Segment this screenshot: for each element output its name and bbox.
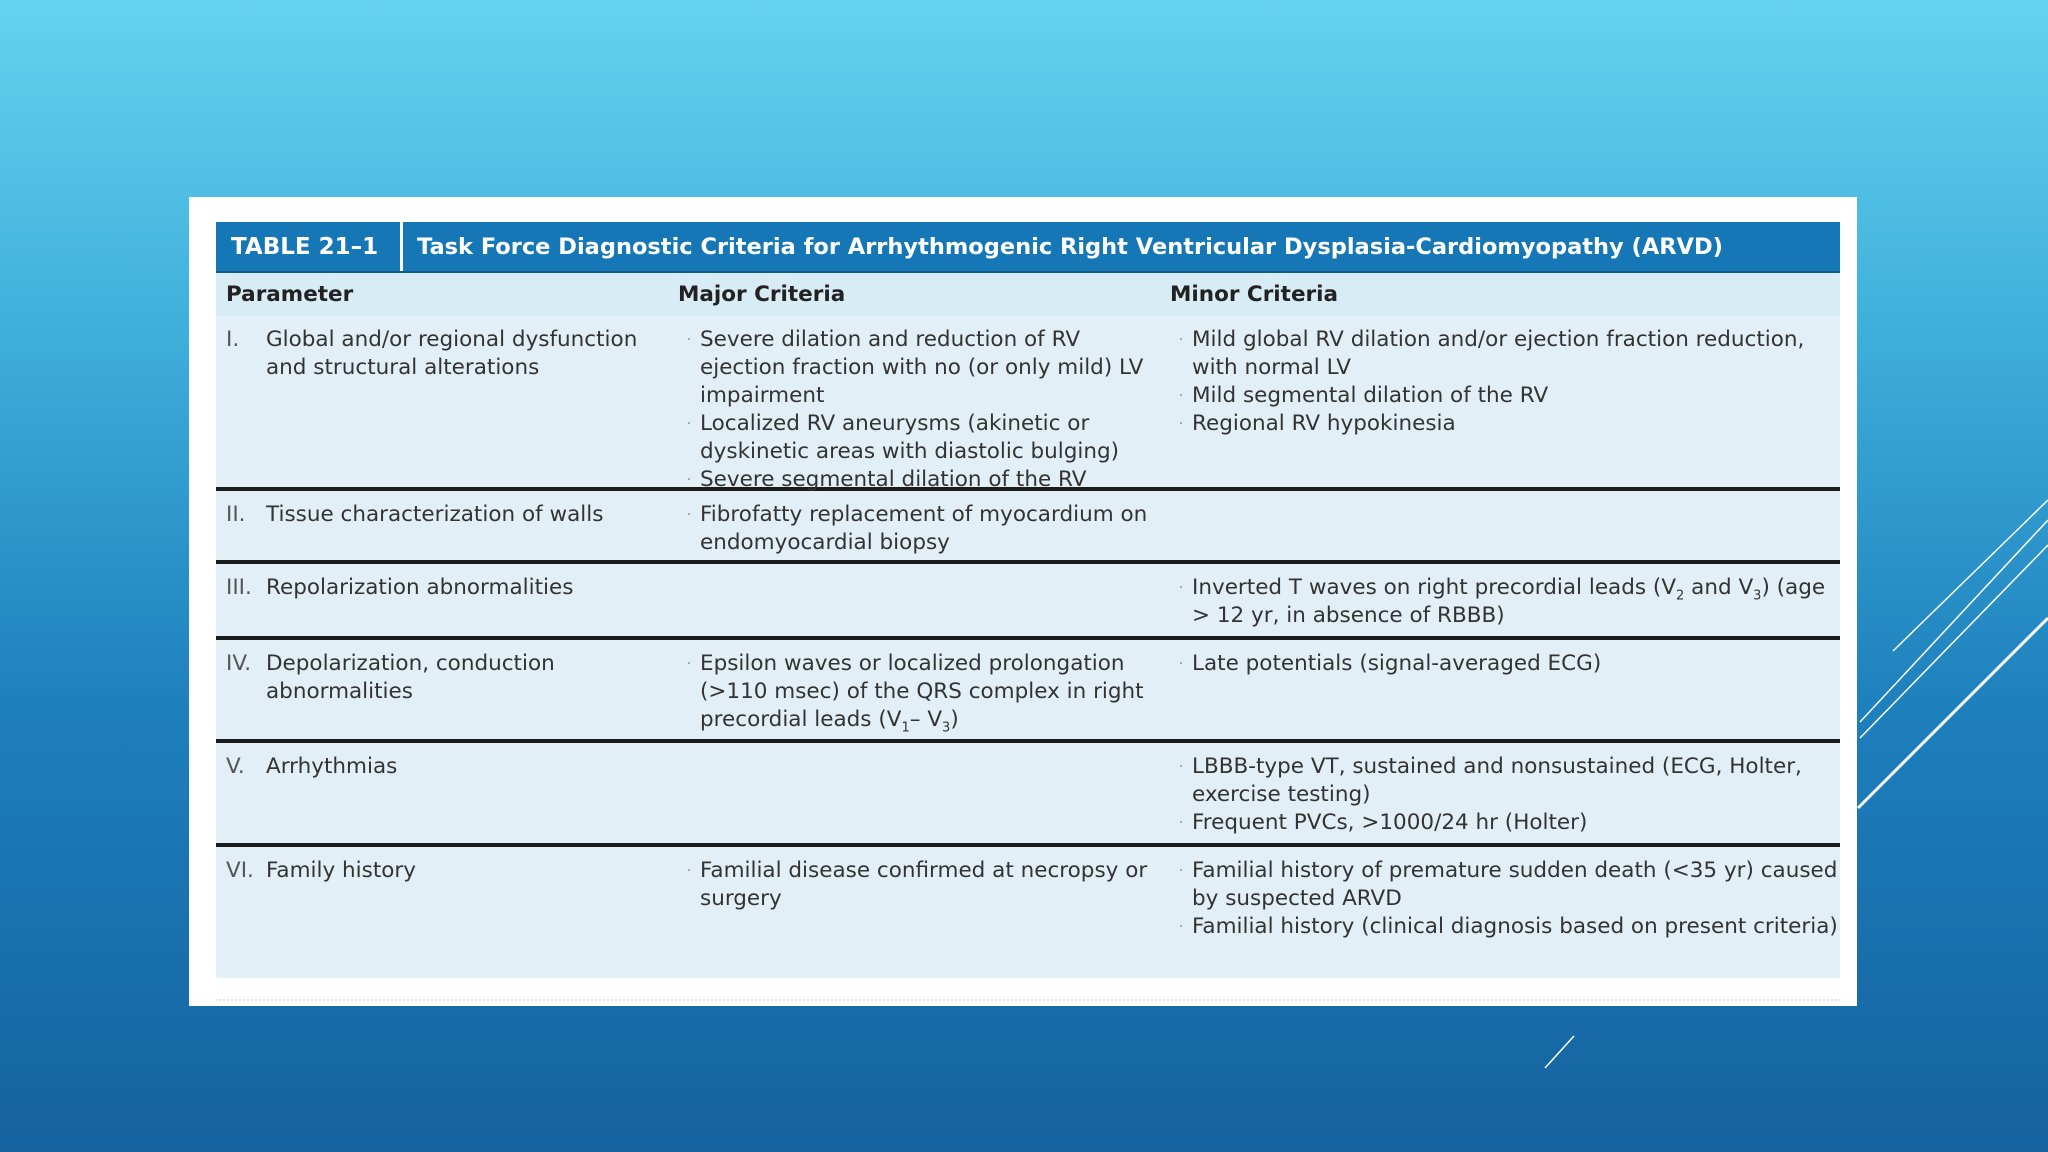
table-row xyxy=(216,487,1840,560)
header-parameter: Parameter xyxy=(226,282,354,307)
criteria-table xyxy=(216,222,1840,978)
bullet-icon: · xyxy=(686,507,692,523)
major-criterion-text: Localized RV aneurysms (akinetic or dyskinetic areas with diastolic bulging) xyxy=(700,411,1120,464)
bullet-icon: · xyxy=(1178,388,1184,404)
table-image-card xyxy=(189,197,1857,1006)
minor-criterion-item xyxy=(1170,382,1840,410)
minor-criterion-text: Inverted T waves on right precordial leads ($V_2$ and $V_3$) (age > 12 yr, in absence of RBBB) xyxy=(1192,575,1826,628)
table-body xyxy=(216,316,1840,978)
major-criteria-cell xyxy=(676,564,1170,636)
minor-criterion-text: Frequent PVCs, >1000/24 hr (Holter) xyxy=(1192,810,1588,835)
major-criterion-item xyxy=(678,410,1170,466)
parameter-text: Depolarization, conduction abnormalities xyxy=(266,651,555,704)
minor-criterion-item xyxy=(1170,410,1840,438)
parameter-text: Arrhythmias xyxy=(266,754,398,779)
parameter-cell xyxy=(216,316,676,487)
parameter-cell xyxy=(216,491,676,560)
minor-criterion-item xyxy=(1170,574,1840,630)
row-number: II. xyxy=(226,502,246,527)
bullet-icon: · xyxy=(1178,580,1184,596)
major-criterion-item xyxy=(678,650,1170,734)
parameter-cell xyxy=(216,847,676,978)
minor-criterion-item xyxy=(1170,650,1840,678)
bullet-icon: · xyxy=(1178,656,1184,672)
table-title-bar xyxy=(216,222,1840,273)
minor-criterion-item xyxy=(1170,913,1840,941)
bullet-icon: · xyxy=(1178,919,1184,935)
major-criterion-item xyxy=(678,501,1170,557)
minor-criterion-text: Regional RV hypokinesia xyxy=(1192,411,1456,436)
minor-criterion-text: Familial history of premature sudden death (<35 yr) caused by suspected ARVD xyxy=(1192,858,1838,911)
minor-criteria-cell xyxy=(1170,316,1840,487)
bullet-icon: · xyxy=(1178,759,1184,775)
bullet-icon: · xyxy=(1178,416,1184,432)
parameter-cell xyxy=(216,743,676,843)
parameter-cell xyxy=(216,640,676,739)
minor-criterion-item xyxy=(1170,857,1840,913)
parameter-text: Family history xyxy=(266,858,416,883)
table-row xyxy=(216,739,1840,843)
table-number: TABLE 21–1 xyxy=(216,222,403,271)
bullet-icon: · xyxy=(686,656,692,672)
major-criterion-text: Severe dilation and reduction of RV ejection fraction with no (or only mild) LV impairment xyxy=(700,327,1144,408)
major-criterion-text: Epsilon waves or localized prolongation (>110 msec) of the QRS complex in right precordial leads ($V_1-$ $V_3$) xyxy=(700,651,1144,736)
minor-criteria-cell xyxy=(1170,743,1840,843)
parameter-text: Tissue characterization of walls xyxy=(266,502,604,527)
minor-criterion-text: Mild global RV dilation and/or ejection fraction reduction, with normal LV xyxy=(1192,327,1805,380)
major-criterion-text: Fibrofatty replacement of myocardium on endomyocardial biopsy xyxy=(700,502,1148,555)
minor-criterion-text: Late potentials (signal-averaged ECG) xyxy=(1192,651,1602,676)
minor-criterion-text: Mild segmental dilation of the RV xyxy=(1192,383,1549,408)
table-row xyxy=(216,560,1840,636)
column-headers xyxy=(216,273,1840,316)
major-criterion-text: Familial disease confirmed at necropsy or surgery xyxy=(700,858,1148,911)
cropped-footnote-line xyxy=(216,999,1840,1006)
major-criterion-text: Severe segmental dilation of the RV xyxy=(700,467,1087,492)
minor-criterion-item xyxy=(1170,326,1840,382)
row-number: IV. xyxy=(226,651,252,676)
major-criteria-cell xyxy=(676,847,1170,978)
table-row xyxy=(216,843,1840,978)
major-criterion-item xyxy=(678,466,1170,494)
minor-criterion-text: Familial history (clinical diagnosis based on present criteria) xyxy=(1192,914,1838,939)
major-criteria-cell xyxy=(676,491,1170,560)
bullet-icon: · xyxy=(1178,332,1184,348)
table-title: Task Force Diagnostic Criteria for Arrhythmogenic Right Ventricular Dysplasia-Cardiomyopathy (ARVD) xyxy=(417,233,1723,260)
row-number: VI. xyxy=(226,858,254,883)
header-minor-criteria: Minor Criteria xyxy=(1170,282,1339,307)
minor-criterion-text: LBBB-type VT, sustained and nonsustained (ECG, Holter, exercise testing) xyxy=(1192,754,1802,807)
major-criteria-cell xyxy=(676,316,1170,492)
bullet-icon: · xyxy=(686,416,692,432)
major-criteria-cell xyxy=(676,743,1170,843)
bullet-icon: · xyxy=(1178,863,1184,879)
row-number: III. xyxy=(226,575,252,600)
bullet-icon: · xyxy=(686,332,692,348)
minor-criteria-cell xyxy=(1170,640,1840,739)
minor-criteria-cell xyxy=(1170,564,1840,636)
bullet-icon: · xyxy=(686,472,692,488)
table-row xyxy=(216,636,1840,739)
bullet-icon: · xyxy=(686,863,692,879)
minor-criterion-item xyxy=(1170,753,1840,809)
major-criterion-item xyxy=(678,857,1170,913)
minor-criteria-cell xyxy=(1170,847,1840,978)
minor-criterion-item xyxy=(1170,809,1840,837)
major-criteria-cell xyxy=(676,640,1170,739)
minor-criteria-cell xyxy=(1170,491,1840,560)
row-number: V. xyxy=(226,754,245,779)
major-criterion-item xyxy=(678,326,1170,410)
row-number: I. xyxy=(226,327,240,352)
table-row xyxy=(216,316,1840,492)
header-major-criteria: Major Criteria xyxy=(678,282,846,307)
parameter-cell xyxy=(216,564,676,636)
parameter-text: Global and/or regional dysfunction and structural alterations xyxy=(266,327,638,380)
bullet-icon: · xyxy=(1178,815,1184,831)
parameter-text: Repolarization abnormalities xyxy=(266,575,574,600)
